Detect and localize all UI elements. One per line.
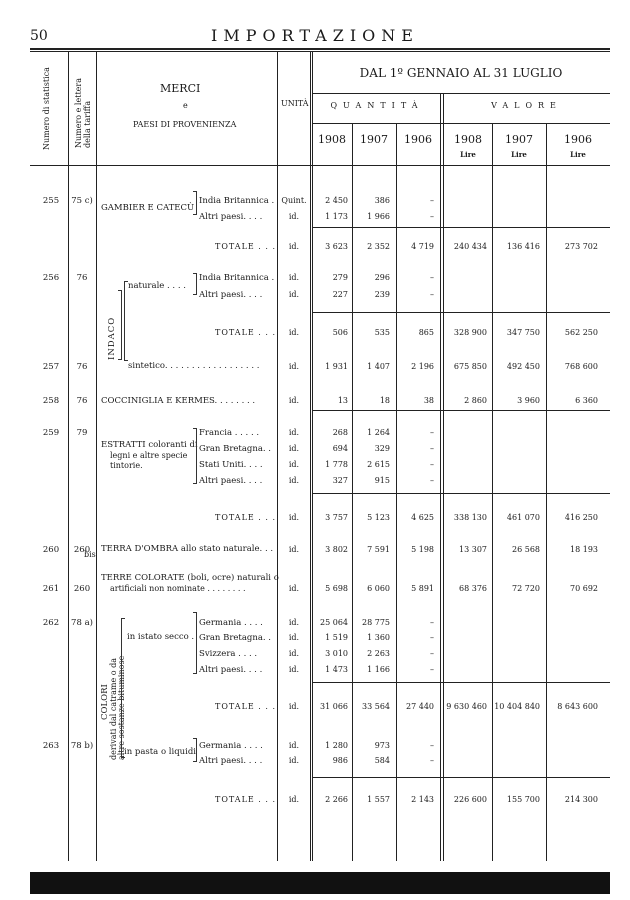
- header-period: DAL 1º GENNAIO AL 31 LUGLIO: [359, 66, 563, 80]
- val-1908: 13 307: [459, 545, 487, 554]
- label-estratti-1: ESTRATTI coloranti di: [101, 440, 198, 450]
- country-label: Altri paesi. . . .: [199, 665, 263, 675]
- label-sintetico: sintetico. . . . . . . . . . . . . . . . . .: [128, 361, 260, 371]
- total-label: TOTALE . . .: [215, 328, 276, 337]
- unit-cell: Quint.: [281, 196, 307, 205]
- col-line-5: [352, 123, 353, 861]
- page-title: IMPORTAZIONE: [211, 26, 419, 45]
- unit-cell: id.: [288, 545, 300, 554]
- label-estratti-3: tintorie.: [110, 461, 143, 470]
- qty-1908: 268: [332, 428, 348, 437]
- unit-cell: id.: [288, 396, 300, 405]
- qty-1907: 6 060: [367, 584, 390, 593]
- country-label: Germania . . . .: [199, 741, 263, 751]
- year-v-1906: 1906: [564, 133, 592, 146]
- year-v-1907: 1907: [505, 133, 533, 146]
- unit-cell: id.: [288, 242, 300, 251]
- header-e: e: [183, 101, 188, 110]
- qty-1907: 18: [379, 396, 390, 405]
- tariff-number: 260: [73, 584, 91, 594]
- qty-1908: 3 010: [325, 649, 348, 658]
- label-istato-secco: in istato secco .: [127, 632, 195, 642]
- qty-1908: 13: [337, 396, 348, 405]
- label-colori-3: altre sostanze bituminose: [117, 655, 126, 760]
- qty-1907: 329: [374, 444, 390, 453]
- qty-1908: 1 931: [325, 362, 348, 371]
- total-label: TOTALE . . .: [215, 513, 276, 522]
- tariff-number: 78 a): [71, 618, 93, 628]
- label-terre-colorate-2: artificiali non nominate . . . . . . . .: [110, 584, 246, 593]
- country-label: Altri paesi. . . .: [199, 756, 263, 766]
- qty-1907: 1 264: [367, 428, 390, 437]
- unit-cell: id.: [288, 362, 300, 371]
- year-q-1906: 1906: [404, 133, 432, 146]
- rule-258: [312, 410, 610, 411]
- lire-1907: Lire: [511, 150, 527, 159]
- val-1907: 10 404 840: [494, 702, 540, 711]
- qty-1906: –: [430, 290, 434, 299]
- brace-indaco: [118, 290, 122, 360]
- qty-1906: 5 891: [411, 584, 434, 593]
- label-pasta-liquidi: in pasta o liquidi: [124, 747, 197, 757]
- qv-underline: [312, 123, 610, 124]
- stat-number: 263: [42, 741, 60, 751]
- year-v-1908: 1908: [454, 133, 482, 146]
- label-colori-2: derivati dal catrame o da: [109, 657, 118, 760]
- header-merci: MERCI: [160, 82, 201, 95]
- qty-1906: 2 196: [411, 362, 434, 371]
- val-1906: 18 193: [570, 545, 598, 554]
- qty-1906: 38: [423, 396, 434, 405]
- label-gambier: GAMBIER E CATECÙ: [101, 203, 195, 213]
- qty-1908: 1 280: [325, 741, 348, 750]
- qty-1906: –: [430, 665, 434, 674]
- stat-number: 261: [42, 584, 60, 594]
- qty-1906: –: [430, 460, 434, 469]
- val-1908: 9 630 460: [446, 702, 487, 711]
- country-label: Altri paesi. . . .: [199, 212, 263, 222]
- qty-1908: 506: [332, 328, 348, 337]
- qty-1908: 3 802: [325, 545, 348, 554]
- tariff-number: 75 c): [71, 196, 93, 206]
- header-tariffa: Numero e lettera della tariffa: [74, 78, 92, 148]
- qty-1906: 4 719: [411, 242, 434, 251]
- qty-1908: 986: [332, 756, 348, 765]
- rule-259: [312, 493, 610, 494]
- brace-pasta: [193, 738, 197, 762]
- qty-1908: 1 778: [325, 460, 348, 469]
- unit-cell: id.: [288, 476, 300, 485]
- unit-cell: id.: [288, 665, 300, 674]
- qty-1907: 2 615: [367, 460, 390, 469]
- col-line-4b: [312, 51, 313, 861]
- country-label: Altri paesi. . . .: [199, 476, 263, 486]
- col-line-3: [277, 51, 278, 861]
- qty-1908: 25 064: [320, 618, 348, 627]
- country-label: India Britannica .: [199, 196, 275, 206]
- country-label: Germania . . . .: [199, 618, 263, 628]
- unit-cell: id.: [288, 584, 300, 593]
- unit-cell: id.: [288, 290, 300, 299]
- qty-1907: 2 352: [367, 242, 390, 251]
- period-underline: [312, 93, 610, 94]
- qty-1906: –: [430, 756, 434, 765]
- qty-1907: 1 166: [367, 665, 390, 674]
- rule-256: [312, 312, 610, 313]
- col-line-7: [440, 93, 441, 861]
- qty-1907: 584: [374, 756, 390, 765]
- val-1907: 3 960: [517, 396, 540, 405]
- qty-1907: 915: [374, 476, 390, 485]
- rule-255: [312, 227, 610, 228]
- qty-1907: 1 966: [367, 212, 390, 221]
- stat-number: 256: [42, 273, 60, 283]
- country-label: Francia . . . . .: [199, 428, 260, 438]
- val-1908: 226 600: [453, 795, 487, 804]
- tariff-number: 260: [73, 545, 91, 555]
- qty-1906: –: [430, 273, 434, 282]
- unit-cell: id.: [288, 618, 300, 627]
- lire-1908: Lire: [460, 150, 476, 159]
- unit-cell: id.: [288, 741, 300, 750]
- qty-1907: 1 407: [367, 362, 390, 371]
- qty-1907: 239: [374, 290, 390, 299]
- unit-cell: id.: [288, 633, 300, 642]
- qty-1908: 227: [332, 290, 348, 299]
- year-q-1908: 1908: [318, 133, 346, 146]
- rule-263: [312, 777, 610, 778]
- unit-cell: id.: [288, 795, 300, 804]
- qty-1908: 2 266: [325, 795, 348, 804]
- country-label: Stati Uniti. . . .: [199, 460, 263, 470]
- top-rule-2: [30, 51, 610, 52]
- qty-1908: 1 173: [325, 212, 348, 221]
- val-1907: 347 750: [506, 328, 540, 337]
- country-label: Gran Bretagna. .: [199, 444, 272, 454]
- qty-1907: 386: [374, 196, 390, 205]
- qty-1907: 1 557: [367, 795, 390, 804]
- qty-1907: 296: [374, 273, 390, 282]
- stat-number: 257: [42, 362, 60, 372]
- country-label: Gran Bretagna. .: [199, 633, 272, 643]
- qty-1906: –: [430, 476, 434, 485]
- scan-edge-bar: [30, 872, 610, 894]
- qty-1908: 327: [332, 476, 348, 485]
- val-1906: 416 250: [564, 513, 598, 522]
- qty-1908: 31 066: [320, 702, 348, 711]
- label-terre-colorate-1: TERRE COLORATE (boli, ocre) naturali o: [101, 573, 279, 583]
- col-line-2: [96, 51, 97, 861]
- qty-1906: –: [430, 649, 434, 658]
- qty-1906: –: [430, 444, 434, 453]
- unit-cell: id.: [288, 513, 300, 522]
- qty-1906: 27 440: [406, 702, 434, 711]
- label-bis: bis: [84, 550, 96, 559]
- val-1906: 214 300: [564, 795, 598, 804]
- total-label: TOTALE . . .: [215, 242, 276, 251]
- col-line-9: [546, 123, 547, 861]
- qty-1906: 2 143: [411, 795, 434, 804]
- header-paesi: PAESI DI PROVENIENZA: [133, 120, 237, 129]
- unit-cell: id.: [288, 460, 300, 469]
- brace-estratti: [193, 428, 197, 484]
- val-1906: 6 360: [575, 396, 598, 405]
- brace-gambier: [193, 191, 197, 215]
- qty-1907: 5 123: [367, 513, 390, 522]
- val-1906: 273 702: [564, 242, 598, 251]
- val-1907: 26 568: [512, 545, 540, 554]
- qty-1907: 33 564: [362, 702, 390, 711]
- brace-colori: [121, 618, 125, 758]
- qty-1908: 279: [332, 273, 348, 282]
- qty-1908: 3 623: [325, 242, 348, 251]
- col-line-4: [310, 51, 311, 861]
- label-colori-1: COLORI: [100, 684, 110, 720]
- stat-number: 262: [42, 618, 60, 628]
- country-label: Svizzera . . . .: [199, 649, 258, 659]
- unit-cell: id.: [288, 444, 300, 453]
- val-1907: 155 700: [506, 795, 540, 804]
- brace-indaco-inner: [124, 281, 128, 361]
- header-bottom-rule: [30, 165, 610, 166]
- tariff-number: 79: [76, 428, 88, 438]
- val-1907: 492 450: [506, 362, 540, 371]
- qty-1906: 4 625: [411, 513, 434, 522]
- qty-1906: –: [430, 212, 434, 221]
- stat-number: 258: [42, 396, 60, 406]
- col-line-8: [492, 123, 493, 861]
- val-1907: 136 416: [506, 242, 540, 251]
- val-1906: 768 600: [564, 362, 598, 371]
- total-label: TOTALE . . .: [215, 795, 276, 804]
- stat-number: 255: [42, 196, 60, 206]
- tariff-number: 78 b): [70, 741, 94, 751]
- val-1908: 2 860: [464, 396, 487, 405]
- val-1906: 70 692: [570, 584, 598, 593]
- qty-1908: 5 698: [325, 584, 348, 593]
- unit-cell: id.: [288, 702, 300, 711]
- label-estratti-2: legni e altre specie: [110, 451, 188, 460]
- qty-1908: 694: [332, 444, 348, 453]
- val-1908: 675 850: [453, 362, 487, 371]
- top-rule: [30, 48, 610, 50]
- qty-1906: –: [430, 741, 434, 750]
- label-cocciniglia: COCCINIGLIA E KERMES. . . . . . . .: [101, 396, 256, 406]
- unit-cell: id.: [288, 328, 300, 337]
- qty-1908: 3 757: [325, 513, 348, 522]
- total-label: TOTALE . . .: [215, 702, 276, 711]
- qty-1907: 7 591: [367, 545, 390, 554]
- country-label: Altri paesi. . . .: [199, 290, 263, 300]
- col-line-1: [68, 51, 69, 861]
- unit-cell: id.: [288, 428, 300, 437]
- val-1907: 72 720: [512, 584, 540, 593]
- header-quantita: QUANTITÀ: [330, 101, 424, 110]
- val-1907: 461 070: [506, 513, 540, 522]
- tariff-number: 76: [76, 362, 88, 372]
- val-1906: 562 250: [564, 328, 598, 337]
- qty-1907: 973: [374, 741, 390, 750]
- qty-1906: –: [430, 618, 434, 627]
- page-number: 50: [30, 28, 48, 44]
- unit-cell: id.: [288, 212, 300, 221]
- qty-1906: –: [430, 196, 434, 205]
- qty-1907: 2 263: [367, 649, 390, 658]
- header-statistica: Numero di statistica: [42, 67, 51, 150]
- label-naturale: naturale . . . .: [128, 281, 186, 291]
- rule-262: [312, 682, 610, 683]
- qty-1907: 1 360: [367, 633, 390, 642]
- qty-1906: –: [430, 633, 434, 642]
- qty-1907: 28 775: [362, 618, 390, 627]
- label-terra-ombra: TERRA D'OMBRA allo stato naturale. . .: [101, 544, 274, 554]
- stat-number: 259: [42, 428, 60, 438]
- qty-1908: 2 450: [325, 196, 348, 205]
- val-1908: 240 434: [453, 242, 487, 251]
- stat-number: 260: [42, 545, 60, 555]
- qty-1906: 865: [418, 328, 434, 337]
- country-label: India Britannica .: [199, 273, 275, 283]
- val-1908: 328 900: [453, 328, 487, 337]
- col-line-7b: [443, 93, 444, 861]
- qty-1908: 1 519: [325, 633, 348, 642]
- brace-secco: [193, 612, 197, 674]
- qty-1908: 1 473: [325, 665, 348, 674]
- year-q-1907: 1907: [360, 133, 388, 146]
- lire-1906: Lire: [570, 150, 586, 159]
- brace-naturale: [193, 273, 197, 295]
- qty-1907: 535: [374, 328, 390, 337]
- header-valore: VALORE: [491, 101, 562, 110]
- qty-1906: 5 198: [411, 545, 434, 554]
- header-unita: UNITÀ: [281, 99, 309, 108]
- val-1908: 338 130: [453, 513, 487, 522]
- val-1908: 68 376: [459, 584, 487, 593]
- val-1906: 8 643 600: [557, 702, 598, 711]
- qty-1906: –: [430, 428, 434, 437]
- label-indaco: INDACO: [107, 316, 117, 360]
- unit-cell: id.: [288, 756, 300, 765]
- col-line-6: [396, 123, 397, 861]
- unit-cell: id.: [288, 649, 300, 658]
- tariff-number: 76: [76, 396, 88, 406]
- unit-cell: id.: [288, 273, 300, 282]
- tariff-number: 76: [76, 273, 88, 283]
